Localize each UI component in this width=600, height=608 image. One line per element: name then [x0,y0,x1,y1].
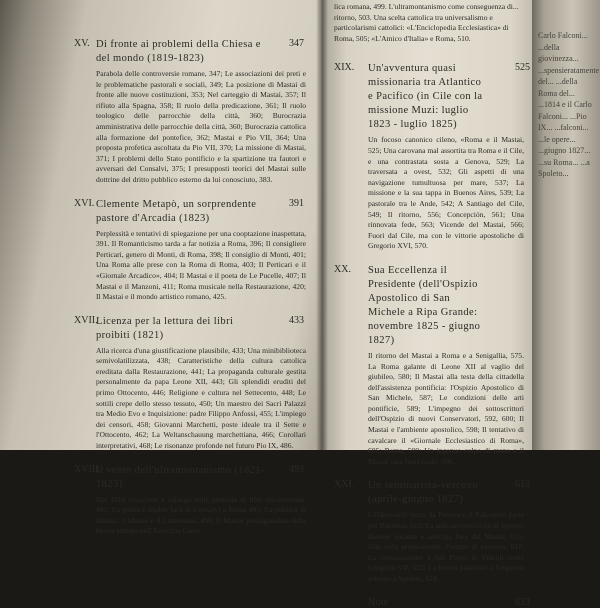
chapter-number: XV. [74,38,90,49]
chapter-summary: Un focoso canonico cileno, «Roma e il Mastai, 525; Una carovana mal assortita tra Roma e il Cile, e una contrastata sosta a Genova, 529; La traversata a ovest, 532; Gli aspetti di una navigazione tumultuosa per mare, 537; La missione e la sua tappa in Buenos Aires, 539; La pastorale tra le Ande, 542; A Santiago del Cile, 549; Il ritorno, 556; Concepción, 561; Una rinnovata fede, 563; Vicende del Mastai, 566; Fuori dal Cile, ma con le vittorie apostoliche di Gregorio XVI, 570. [368,135,524,251]
notes-page: 633 [515,596,530,608]
chapter-number: XIX. [334,62,355,74]
chapter-summary: Perplessità e tentativi di spiegazione per una cooptazione inaspettata, 391. Il Romanticismo tarda a far notizia a Roma, 396; Il consigliere Perticari, genero di Monti, di Roma, 398; Il consiglio di Monti, 401; Una Roma alle prese con la Roma di Roma, 403; Il Perticari e il «Giornale Arcadico», 404; Il Mastai e il poeta de Le Pucelle, 407; Il Mastai e il Manzoni, 411; Roma musicale nella Restaurazione, 420; Il Mastai e il mondo artistico romano, 425. [96,228,306,302]
chapter-title: Un seminarista-vescovo (aprile-giugno 1827) [368,480,478,506]
chapter-title: Clemente Metapò, un sorprendente pastore d'Arcadia (1823) [96,198,257,224]
chapter-number: XVII. [74,314,98,326]
chapter-title: Licenza per la lettura dei libri proibiti (1821) [96,315,234,341]
chapter-title: Sua Eccellenza il Presidente (dell'Ospizio Apostolico di San Michele a Ripa Grande: novembre 1825 - giugno 1827) [368,264,481,346]
chapter-title: Il vento dell'ultramontanismo (1821-1823) [96,464,265,490]
left-page [0,0,322,536]
chapter-entry [334,62,530,252]
chapter-entry [74,38,306,186]
chapter-entry [74,197,306,303]
chapter-page: 493 [289,463,304,475]
adjacent-page-edge [532,0,600,450]
chapter-number: XVI. [74,197,95,209]
chapter-entry [74,314,306,452]
chapter-entry [74,463,306,537]
chapter-summary: Parabola delle controversie romane, 347; Le associazioni dei preti e le problematiche pastorali e sociali, 349; La posizione di Mastai di fronte alle nuove costituzioni, 353; Nel carteggio di Mastai, 357; Il rifiuto alla Spagna, 358; Il ruolo della predicazione, 361; Il ruolo teologico delle parrocchie della città, 360; Burocrazia amministrativa delle parrocchie della città, 360; Burocrazia cattolica alla formazione del pontefice, 362; Mastai e Pio VII, 364; Una proposta profetica ascoltata da Pio VII, 370; La missione di Mastai, 371; I problemi dello Stato pontificio e la spartizione tra fautori e avversari del Consalvi, 375; I presupposti teorici del Mastai sulle dottrine del dritto pubblico esterno da lui conosciuto, 383. [96,69,306,184]
chapter-number: XXI. [334,479,355,491]
chapter-entry [334,263,524,468]
chapter-number: XX. [334,263,351,275]
notes-label: Note [368,596,389,608]
chapter-summary: L'Odescalchi torna da Ferrara e il Falconieri parte per Ravenna, 613; La sede arcivescovile di Spoleto diviene vacante e anticipa l'era del Mastai, 615; Una seria preparazione: l'esame di vescovo, 617; La consacrazione a San Pietro in Vincoli come Gregorio VII, 622; La lettera pastorale e l'ingresso solenne a Spoleto, 624. [368,510,524,583]
continuation-text: lica romana, 499. L'ultramontanismo come conseguenza di... ritorno, 503. Una scelta cattolica tra universalismo e particolarismi cattolici: «L'Enciclopedia Ecclesiastica» di Roma, 505; «L'Amico d'Italia» e Roma, 510. [334,2,519,43]
right-page [322,0,532,608]
chapter-page: 613 [515,479,530,491]
chapter-summary: Il ritorno del Mastai a Roma e a Senigallia, 575. La Roma galante di Leone XII al vaglio del giubileo, 580; Il Mastai alla testa della cittadella dell'assistenza pontificia: l'Ospizio Apostolico di San Michele, 587; Le condizioni delle arti pontificie, 589; L'impegno dei sottoscrittori dell'Ospizio di nuovi Conservatori, 592, 600; Il Mastai e l'ambiente apostolico, 598; Il tentativo di cavalcare il «Giornale Ecclesiastico di Roma», 605; Roma, 599; Un ingenuo colpo di mano e il Mastai sarà fuori ruolo, 606. [368,350,524,466]
chapter-summary: Alla ricerca d'una giustificazione plausibile, 433; Una minibiblioteca semivolatilizzata, 438; Caratteristiche della cultura cattolica ereditata dalla Restaurazione, 441; La propaganda culturale gestita personalmente da papa Leone XII, 443; Gli splendidi eruditi del primo Ottocento, 446; Religione e cultura nel Settecento, 448; Le sottili crepe dello stesso tessuto, 450; Un maestro dei Sacri Palazzi tra Medio Evo e Inquisizione: padre Filippo Anfossi, 455; L'impiego dei censori, 458; Giovanni Marchetti, poste ideale tra il Sette e l'Ottocento, 462; La Weltanschauung marchettiana, 466; Corollari interpretativi, 468; Le risonanze profonde nel futuro Pio IX, 486. [96,345,306,451]
chapter-summary: Dal 1818 invasione a valanga nella penisola di libri ultramontani, 493; La politica double face di Consalvi a Roma 495; La politica di Mastai: il Mastai e il Lamennais, 496; Il Mastai propagandista della buona stampa nell'Amicizia Catto- [96,494,306,536]
chapter-page: 347 [289,38,304,49]
chapter-number: XVIII. [74,463,101,475]
right-chapters [334,62,530,608]
chapter-page: 433 [289,314,304,326]
chapter-title: Di fronte ai problemi della Chiesa e del mondo (1819-1823) [96,39,261,64]
chapter-title: Un'avventura quasi missionaria tra Atlantico e Pacifico (in Cile con la missione Muzi: luglio 1823 - luglio 1825) [368,63,483,131]
chapter-entry [334,479,530,584]
chapter-page: 391 [289,197,304,209]
chapter-page: 525 [515,62,530,74]
notes-entry [368,596,530,608]
edge-text: Carlo Falconi... ...della giovinezza... ...spensieratamente del... ...della Roma del... ...1814 e il Carlo Falconi... ...Pio IX... ...falconi... ...le opere... ...giugno 1827... ...su Roma... ...a Spoleto... [538,31,600,178]
